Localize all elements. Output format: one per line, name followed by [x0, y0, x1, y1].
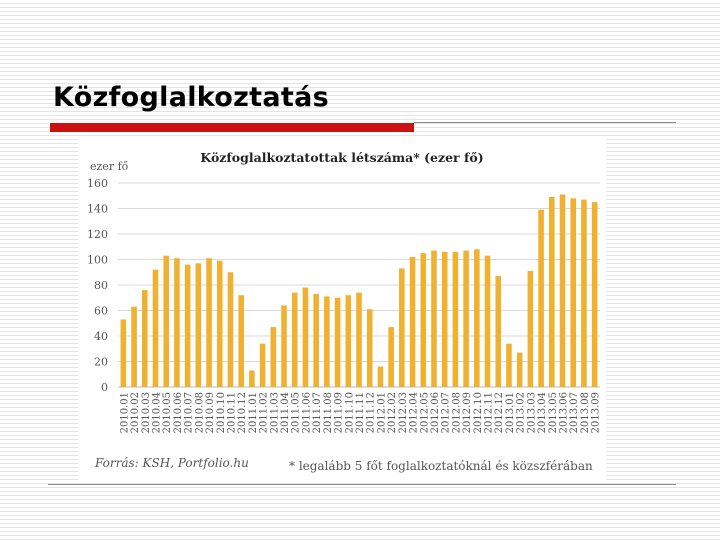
x-tick-label: 2011.03 — [269, 392, 281, 434]
bar — [506, 344, 512, 387]
x-tick-label: 2012.06 — [429, 392, 441, 434]
bar — [410, 257, 416, 387]
x-tick-label: 2011.12 — [365, 392, 377, 434]
bar — [367, 309, 373, 387]
bar — [549, 197, 555, 387]
x-tick-label: 2013.08 — [579, 392, 591, 434]
x-tick-label: 2012.02 — [387, 392, 399, 434]
x-tick-label: 2010.11 — [226, 392, 238, 434]
x-tick-label: 2010.01 — [119, 392, 131, 434]
x-tick-label: 2011.06 — [301, 392, 313, 434]
bar — [228, 272, 234, 387]
bar — [570, 198, 576, 387]
x-tick-label: 2010.08 — [194, 392, 206, 434]
y-tick-label: 140 — [87, 202, 108, 216]
bar — [474, 249, 480, 387]
bar — [271, 327, 277, 387]
x-tick-label: 2013.05 — [547, 392, 559, 434]
bar — [196, 263, 202, 387]
chart-card — [78, 139, 606, 481]
x-tick-label: 2011.08 — [322, 392, 334, 434]
bar — [238, 295, 244, 387]
x-tick-label: 2012.07 — [440, 392, 452, 434]
x-tick-label: 2010.02 — [130, 392, 142, 434]
x-tick-label: 2013.06 — [558, 392, 570, 434]
bar — [442, 252, 448, 387]
slide-title: Közfoglalkoztatás — [53, 82, 329, 113]
x-tick-label: 2011.02 — [258, 392, 270, 434]
bar — [485, 256, 491, 387]
title-underline-gray — [414, 122, 676, 123]
bar — [378, 367, 384, 387]
bar — [185, 265, 191, 387]
x-tick-label: 2010.07 — [183, 392, 195, 434]
bar — [495, 276, 501, 387]
bar — [206, 258, 212, 387]
x-tick-label: 2012.12 — [494, 392, 506, 434]
bar — [335, 298, 341, 387]
x-tick-label: 2010.10 — [215, 392, 227, 434]
x-tick-label: 2010.04 — [151, 392, 163, 434]
y-tick-label: 100 — [87, 253, 108, 267]
x-tick-label: 2010.03 — [140, 392, 152, 434]
bar — [121, 319, 127, 387]
y-tick-labels — [87, 177, 108, 394]
footnote: * legalább 5 főt foglalkoztatóknál és közszférában — [289, 459, 593, 473]
y-tick-label: 160 — [87, 177, 108, 190]
bar — [420, 253, 426, 387]
bar — [356, 293, 362, 387]
bar — [217, 261, 223, 387]
bar — [163, 256, 169, 387]
bar — [281, 305, 287, 387]
x-tick-label: 2011.07 — [312, 392, 324, 434]
x-tick-label: 2011.05 — [290, 392, 302, 434]
bar — [260, 344, 266, 387]
chart-title: Közfoglalkoztatottak létszáma* (ezer fő) — [200, 150, 484, 165]
bar — [174, 258, 180, 387]
bar — [431, 251, 437, 387]
x-tick-label: 2012.09 — [462, 392, 474, 434]
source-note: Forrás: KSH, Portfolio.hu — [95, 456, 249, 470]
x-tick-label: 2012.03 — [397, 392, 409, 434]
bar — [313, 294, 319, 387]
x-tick-label: 2012.04 — [408, 392, 420, 434]
bar — [399, 268, 405, 387]
y-tick-label: 40 — [94, 330, 108, 343]
title-underline-red — [50, 123, 414, 132]
x-tick-label: 2010.09 — [205, 392, 217, 434]
bar — [463, 251, 469, 387]
x-tick-label: 2013.09 — [590, 392, 602, 434]
x-tick-label: 2011.10 — [344, 392, 356, 434]
bar — [528, 271, 534, 387]
bar — [292, 293, 298, 387]
x-tick-label: 2011.01 — [247, 392, 259, 434]
bar — [346, 295, 352, 387]
y-tick-label: 60 — [94, 304, 108, 318]
y-axis-label: ezer fő — [90, 160, 129, 173]
bar — [249, 370, 255, 387]
y-tick-label: 0 — [101, 381, 108, 394]
bar — [592, 202, 598, 387]
x-tick-label: 2012.05 — [419, 392, 431, 434]
bottom-rule — [48, 484, 676, 485]
bar — [560, 194, 566, 387]
bar — [453, 252, 459, 387]
x-tick-label: 2012.08 — [451, 392, 463, 434]
bars — [121, 194, 598, 387]
x-tick-label: 2013.04 — [537, 392, 549, 434]
bar — [388, 327, 394, 387]
x-tick-label: 2011.04 — [280, 392, 292, 434]
x-tick-label: 2013.07 — [569, 392, 581, 434]
x-tick-label: 2010.06 — [172, 392, 184, 434]
x-tick-label: 2012.11 — [483, 392, 495, 434]
x-tick-label: 2012.10 — [472, 392, 484, 434]
x-tick-label: 2013.03 — [526, 392, 538, 434]
bar — [324, 296, 330, 387]
bar — [131, 307, 137, 387]
bar — [142, 290, 148, 387]
x-tick-label: 2013.01 — [504, 392, 516, 434]
bar — [303, 288, 309, 387]
x-tick-label: 2010.05 — [162, 392, 174, 434]
bar — [153, 270, 159, 387]
x-tick-label: 2011.09 — [333, 392, 345, 434]
bar — [538, 210, 544, 387]
x-tick-label: 2012.01 — [376, 392, 388, 434]
y-tick-label: 120 — [87, 228, 108, 241]
bar — [581, 200, 587, 387]
bar-chart — [78, 139, 606, 481]
x-tick-labels — [119, 392, 601, 433]
x-tick-label: 2010.12 — [237, 392, 249, 434]
y-tick-label: 80 — [94, 279, 108, 292]
x-tick-label: 2013.02 — [515, 392, 527, 434]
y-tick-label: 20 — [94, 355, 108, 369]
x-tick-label: 2011.11 — [355, 392, 366, 434]
bar — [517, 353, 523, 387]
